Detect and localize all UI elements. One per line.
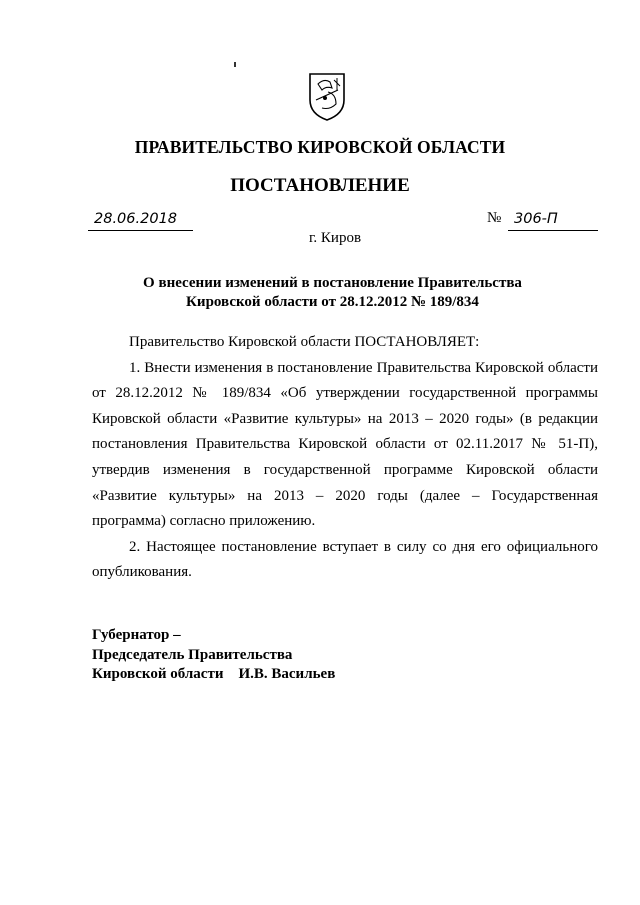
preamble: Правительство Кировской области ПОСТАНОВЛЯЕТ:: [129, 334, 480, 350]
signatory-name: Кировской области И.В. Васильев: [92, 666, 336, 682]
scan-speck: [234, 62, 236, 67]
clause-2: 2. Настоящее постановление вступает в силу со дня его официального опубликования.: [92, 538, 598, 581]
signature-block: [92, 626, 335, 685]
signatory-position: Председатель Правительства: [92, 646, 293, 663]
number-label: №: [487, 210, 502, 226]
organization-title: ПРАВИТЕЛЬСТВО КИРОВСКОЙ ОБЛАСТИ: [134, 137, 506, 157]
document-number: 306-П: [514, 211, 558, 227]
document-date: 28.06.2018: [94, 211, 178, 227]
document-body: [92, 330, 598, 586]
coat-of-arms-icon: [306, 70, 348, 122]
clause-1: 1. Внести изменения в постановление Правительства Кировской области от 28.12.2012 № 189/834 «Об утверждении государственной программы Кировской области «Развитие культуры» на 2013 – 2020 годы» (в редакции постановления Правительства Кировской области от 02.11.2017 № 51-П), утвердив изменения в государственной программе Кировской области «Развитие культуры» на 2013 – 2020 годы (далее – Государственная программа) согласно приложению.: [92, 359, 598, 530]
city: г. Киров: [308, 230, 362, 246]
signatory-title: Губернатор –: [92, 627, 181, 643]
document-subject: О внесении изменений в постановление Правительства Кировской области от 28.12.2012 № 189/834: [143, 275, 522, 310]
document-type-title: ПОСТАНОВЛЕНИЕ: [230, 175, 410, 196]
